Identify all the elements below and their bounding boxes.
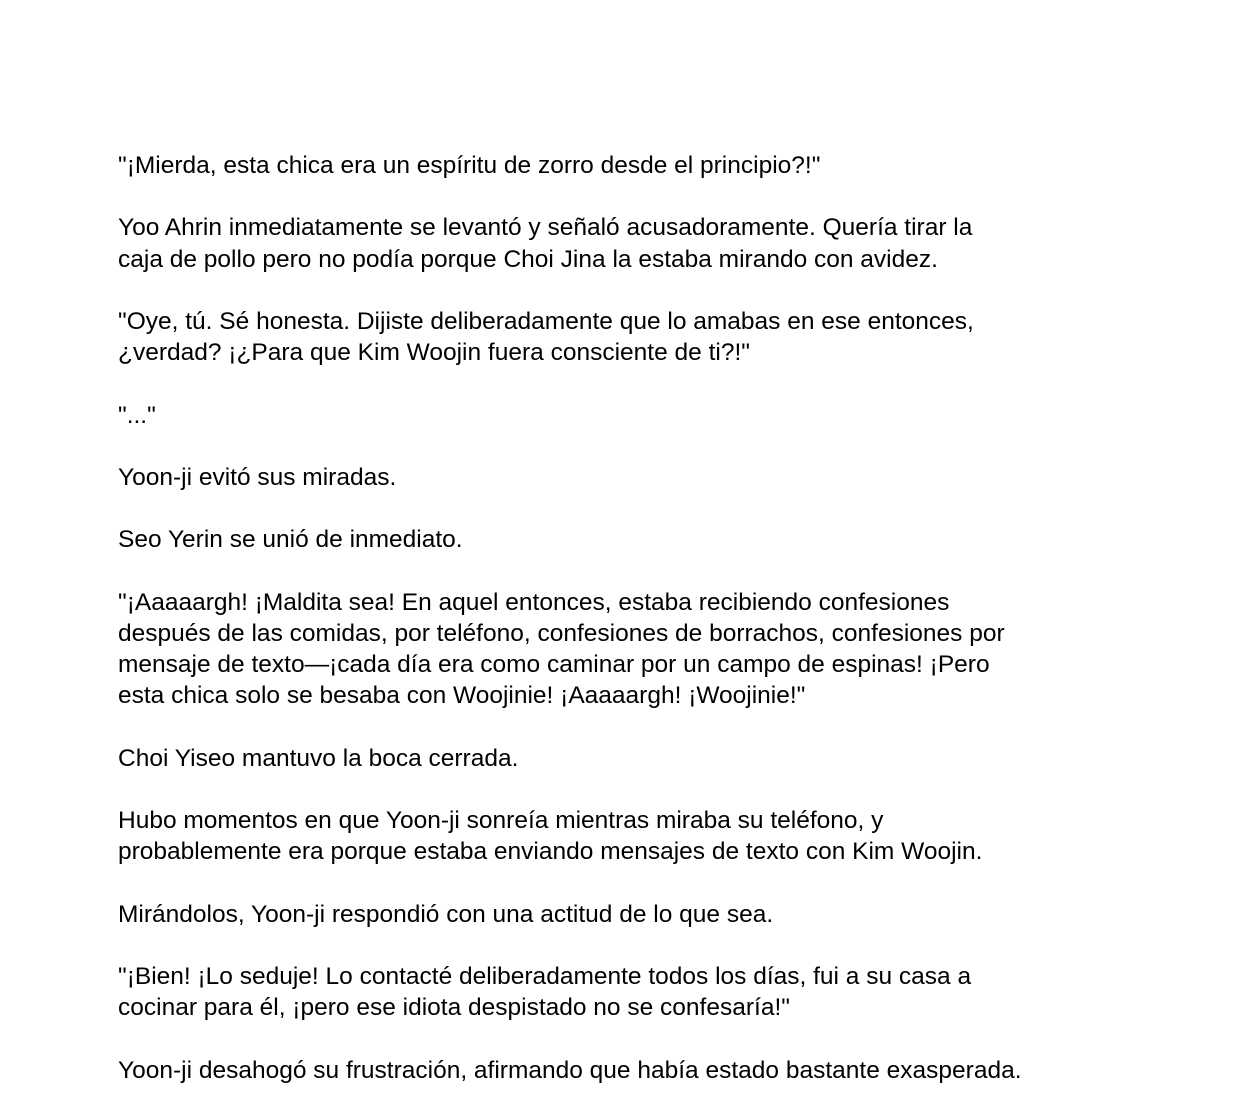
text-line: "¡Bien! ¡Lo seduje! Lo contacté deliberadamente todos los días, fui a su casa a (118, 963, 972, 991)
document-page (118, 150, 1228, 1117)
paragraph-12 (118, 1055, 1228, 1086)
text-line: "¡Mierda, esta chica era un espíritu de zorro desde el principio?!" (118, 152, 821, 179)
text-line: Yoon-ji evitó sus miradas. (118, 463, 397, 491)
paragraph-9 (118, 805, 1228, 867)
paragraph-1 (118, 150, 1228, 181)
text-line: mensaje de texto—¡cada día era como caminar por un campo de espinas! ¡Pero (118, 651, 990, 679)
text-line: Choi Yiseo mantuvo la boca cerrada. (118, 744, 519, 772)
paragraph-4 (118, 400, 1228, 431)
text-line: Yoo Ahrin inmediatamente se levantó y señaló acusadoramente. Quería tirar la (118, 214, 973, 242)
paragraph-5 (118, 462, 1228, 493)
text-line: "Oye, tú. Sé honesta. Dijiste deliberadamente que lo amabas en ese entonces, (118, 307, 974, 335)
paragraph-2 (118, 212, 1228, 274)
text-line: Yoon-ji desahogó su frustración, afirmando que había estado bastante exasperada. (118, 1056, 1022, 1084)
text-line: "..." (118, 401, 156, 429)
text-line: Hubo momentos en que Yoon-ji sonreía mientras miraba su teléfono, y (118, 807, 884, 835)
text-line: "¡Aaaaargh! ¡Maldita sea! En aquel entonces, estaba recibiendo confesiones (118, 588, 950, 616)
text-line: ¿verdad? ¡¿Para que Kim Woojin fuera consciente de ti?!" (118, 339, 750, 367)
text-line: Mirándolos, Yoon-ji respondió con una actitud de lo que sea. (118, 900, 774, 928)
paragraph-3 (118, 306, 1228, 368)
text-line: esta chica solo se besaba con Woojinie! ¡Aaaaargh! ¡Woojinie!" (118, 682, 806, 710)
text-line: después de las comidas, por teléfono, confesiones de borrachos, confesiones por (118, 619, 1005, 647)
paragraph-11 (118, 961, 1228, 1023)
text-line: caja de pollo pero no podía porque Choi Jina la estaba mirando con avidez. (118, 245, 938, 273)
text-line: cocinar para él, ¡pero ese idiota despistado no se confesaría!" (118, 994, 790, 1022)
paragraph-6 (118, 524, 1228, 555)
text-line: probablemente era porque estaba enviando mensajes de texto con Kim Woojin. (118, 838, 983, 866)
text-line: Seo Yerin se unió de inmediato. (118, 526, 463, 554)
paragraph-7 (118, 587, 1228, 712)
paragraph-10 (118, 899, 1228, 930)
paragraph-8 (118, 743, 1228, 774)
